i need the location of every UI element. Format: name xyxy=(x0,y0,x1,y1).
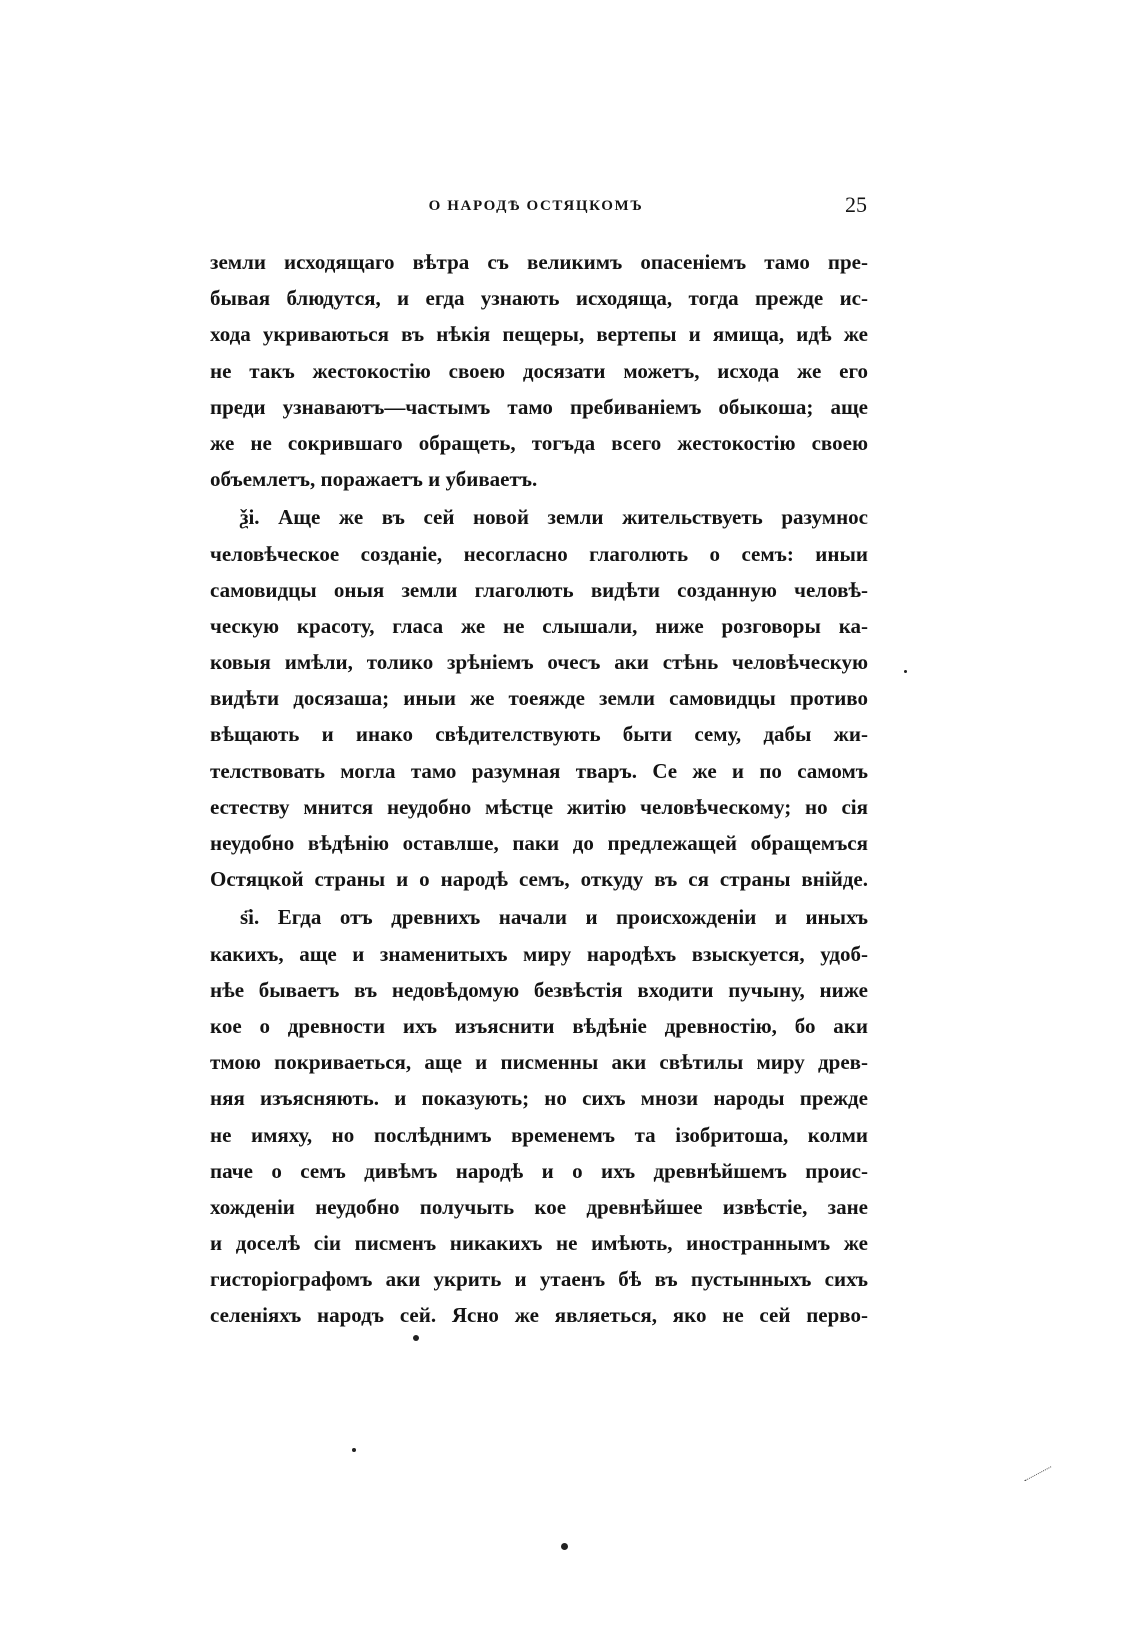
paragraph-3 xyxy=(210,899,868,1333)
scan-scratch xyxy=(1024,1466,1061,1500)
text-line: какихъ, аще и знаменитыхъ миру народѣхъ взыскуется, удоб- xyxy=(210,941,868,966)
text-line: телствовать могла тамо разумная тваръ. Се же и по самомъ xyxy=(210,758,868,783)
text-line: ковыя имѣли, толико зрѣніемъ очесъ аки стѣнь человѣческую xyxy=(210,650,868,675)
text-line: человѣческое созданіе, несогласно глаголють о семъ: иныи xyxy=(210,541,868,566)
ink-speck xyxy=(904,670,907,673)
text-line: естеству мнится неудобно мѣстце житію человѣческому; но сія xyxy=(210,794,868,819)
text-line: же не сокрившаго обращеть, тогъда всего жестокостію своею xyxy=(210,430,868,455)
text-line: неудобно вѣдѣнію оставлше, паки до предлежащей обращемъся xyxy=(210,831,868,855)
text-line: паче о семъ дивѣмъ народѣ и о ихъ древнѣйшемъ проис- xyxy=(210,1158,868,1183)
text-line: объемлетъ, поражаетъ и убиваетъ. xyxy=(210,467,538,492)
text-line: самовидцы оныя земли глаголють видѣти созданную человѣ- xyxy=(210,577,868,602)
text-line: хода укриваються въ нѣкія пещеры, вертепы и ямища, идѣ же xyxy=(210,322,868,347)
text-line: вѣщають и инако свѣдителствують быти сему, дабы жи- xyxy=(210,722,868,747)
text-line: селеніяхъ народъ сей. Ясно же являеться, яко не сей перво- xyxy=(210,1303,868,1328)
text-line: не такъ жестокостію своею досязати можетъ, исхода же его xyxy=(210,358,868,383)
paragraph-2 xyxy=(210,499,868,897)
ink-speck xyxy=(352,1448,356,1452)
text-line: гисторіографомъ аки укрить и утаенъ бѣ въ пустынныхъ сихъ xyxy=(210,1267,868,1292)
text-line: бывая блюдутся, и егда узнають исходяща, тогда прежде ис- xyxy=(210,286,868,311)
text-line: тмою покриваеться, аще и писменны аки свѣтилы миру древ- xyxy=(210,1050,868,1075)
running-title: О НАРОДѢ ОСТЯЦКОМЪ xyxy=(428,198,644,214)
ink-speck xyxy=(561,1543,568,1550)
text-line: нѣе бываетъ въ недовѣдомую безвѣстія входити пучыну, ниже xyxy=(210,977,868,1002)
text-line: ѯі. Аще же въ сей новой земли жительствуеть разумнос xyxy=(240,505,868,530)
text-line: ѕ҃і. Егда отъ древнихъ начали и происхожденіи и иныхъ xyxy=(240,905,868,930)
text-line: кое о древности ихъ изъяснити вѣдѣніе древностію, бо аки xyxy=(210,1013,868,1038)
running-header xyxy=(205,192,867,222)
text-line: преди узнаваютъ—частымъ тамо пребиваніемъ обыкоша; аще xyxy=(210,394,868,419)
text-line: и доселѣ сіи писменъ никакихъ не имѣють, иностраннымъ же xyxy=(210,1231,868,1256)
text-line: не имяху, но послѣднимъ временемъ та ізобритоша, колми xyxy=(210,1122,868,1147)
text-line: няя изъясняють. и показують; но сихъ мнози народы прежде xyxy=(210,1086,868,1111)
text-line: Остяцкой страны и о народѣ семъ, откуду въ ся страны внійде. xyxy=(210,867,868,892)
ink-speck xyxy=(413,1335,419,1341)
text-line: хожденіи неудобно получыть кое древнѣйшее извѣстіе, зане xyxy=(210,1194,868,1219)
text-line: земли исходящаго вѣтра съ великимъ опасеніемъ тамо пре- xyxy=(210,250,868,274)
page-number: 25 xyxy=(845,192,867,217)
paragraph-1 xyxy=(210,244,868,497)
text-line: ческую красоту, гласа же не слышали, ниже розговоры ка- xyxy=(210,613,868,638)
body-text xyxy=(210,244,868,1334)
text-line: видѣти досязаша; иныи же тоеяжде земли самовидцы противо xyxy=(210,686,868,711)
